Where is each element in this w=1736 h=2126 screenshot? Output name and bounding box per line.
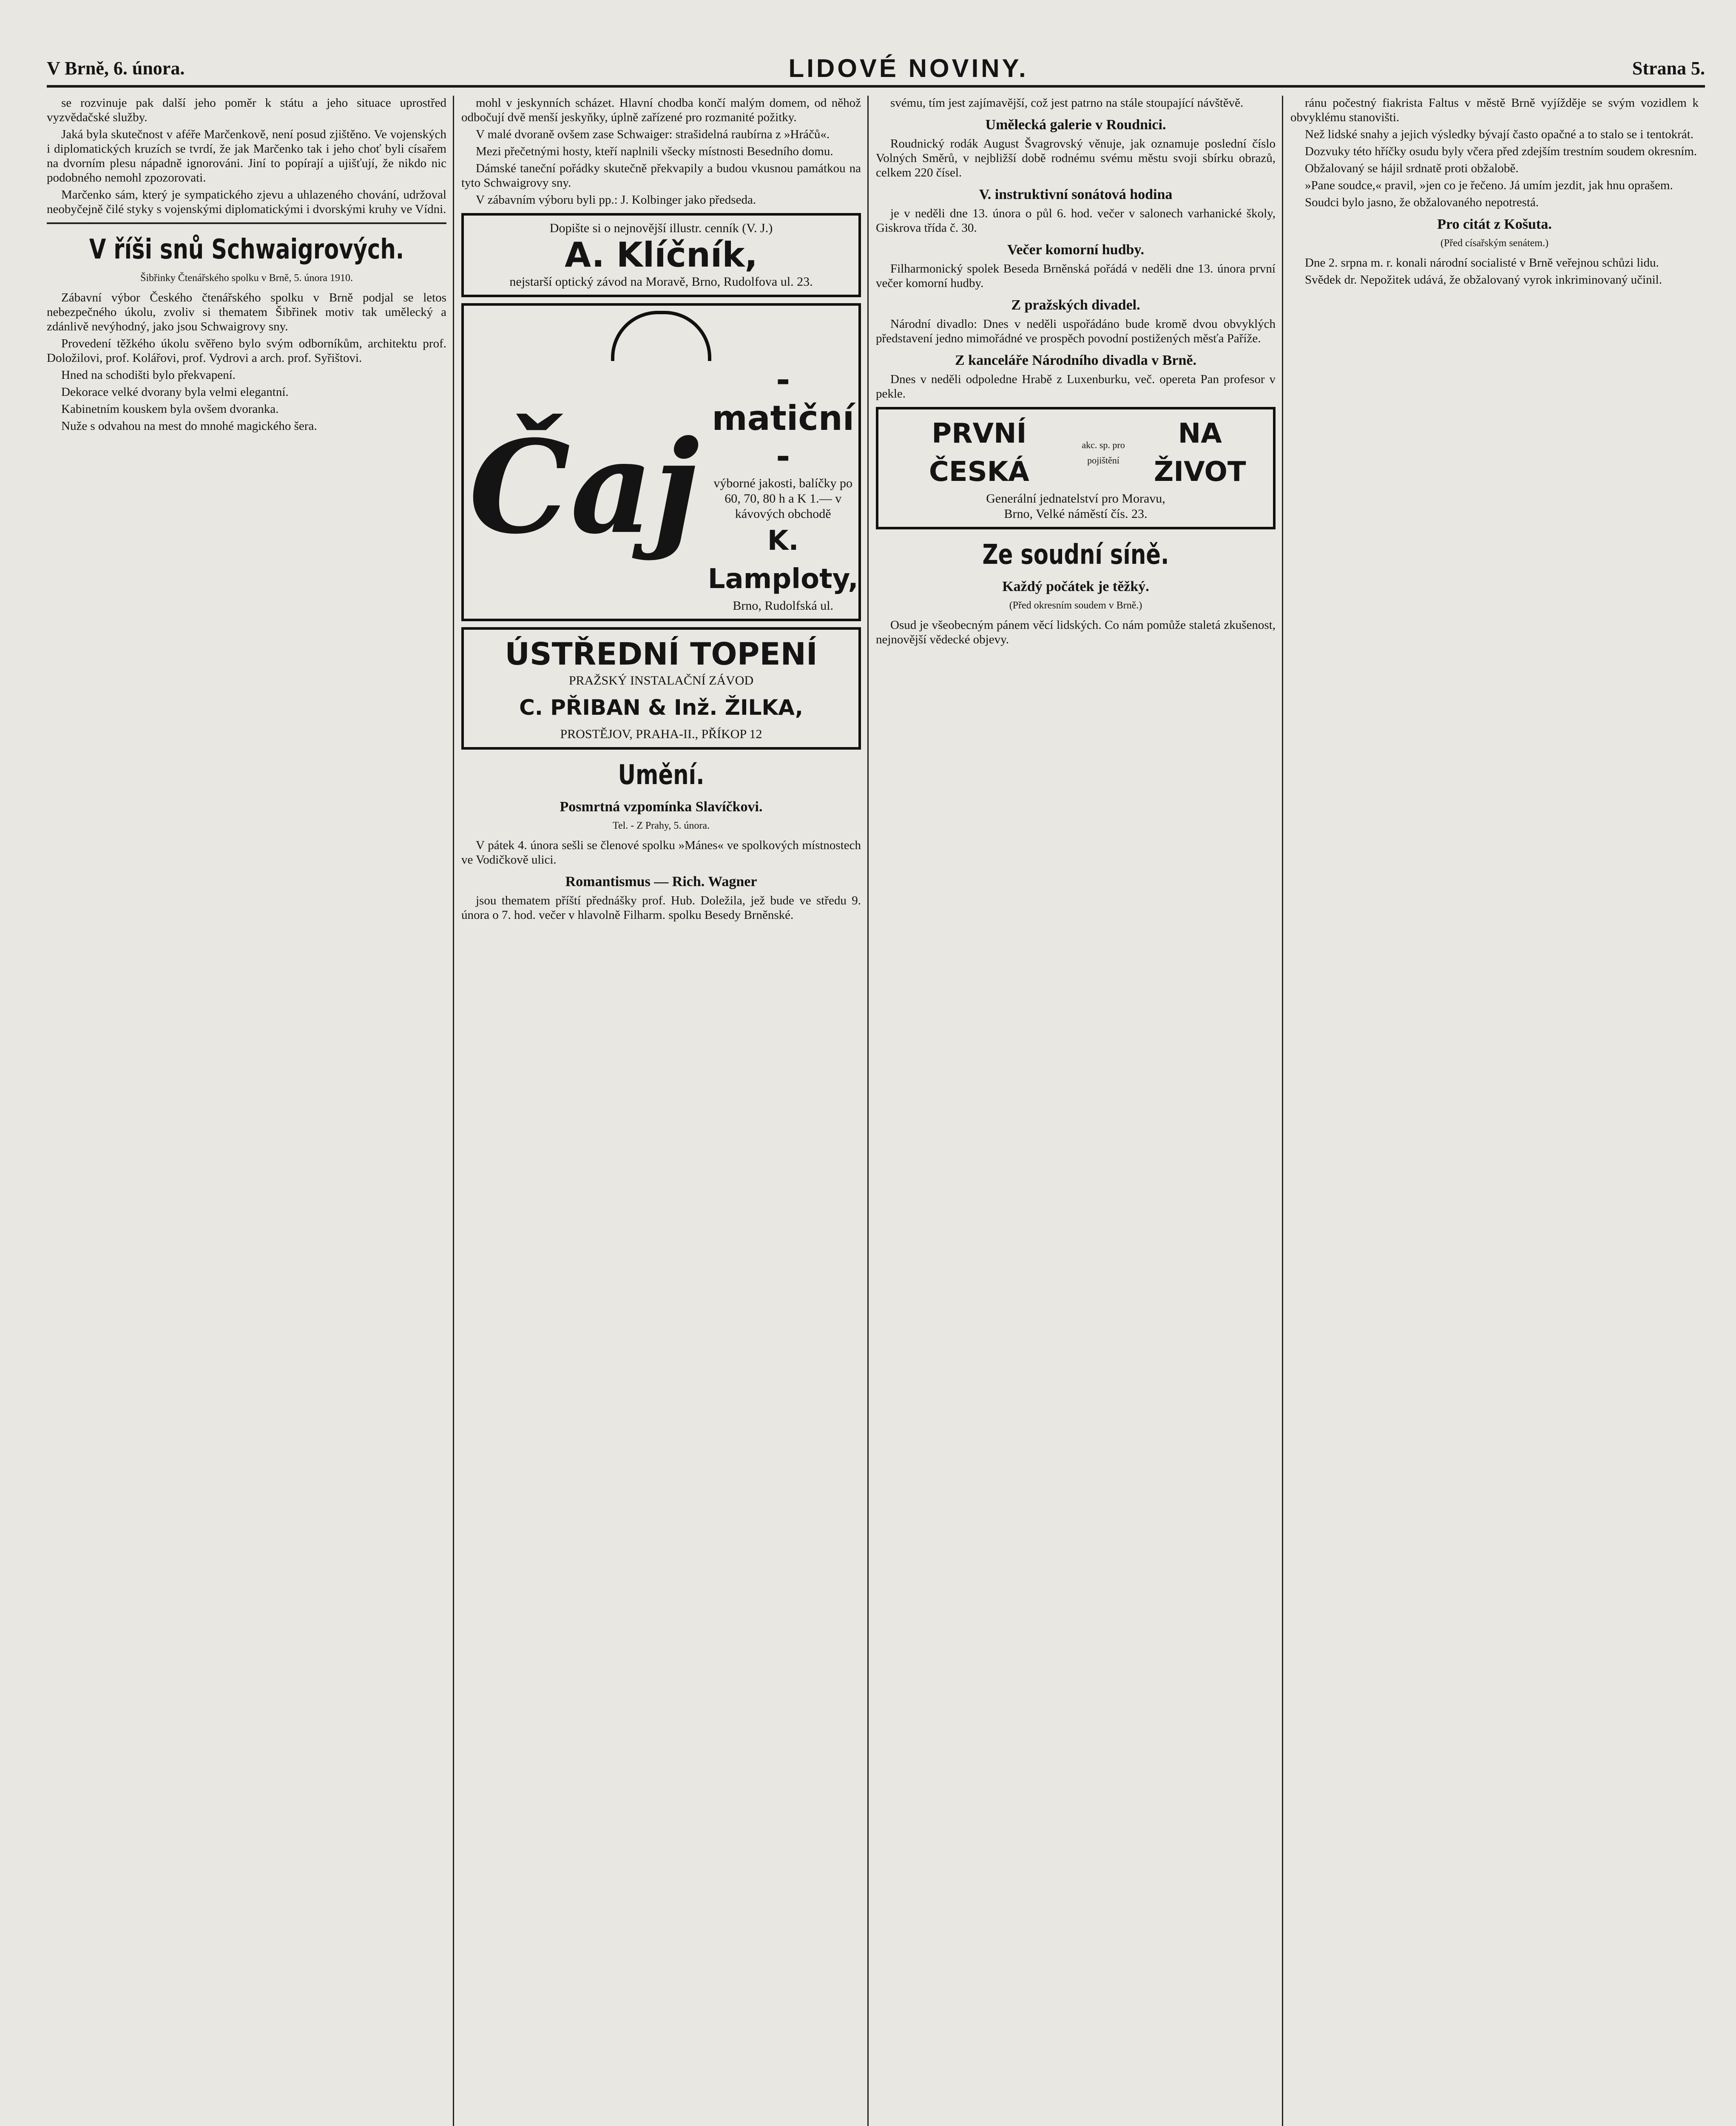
advertisement-tea bbox=[461, 303, 861, 621]
advertisement-heating bbox=[461, 627, 861, 750]
paragraph: Svědek dr. Nepožitek udává, že obžalovaný vyrok inkriminovaný učinil. bbox=[1305, 273, 1662, 287]
ad-tea-word: Čaj bbox=[469, 412, 699, 562]
page-number: Strana 5. bbox=[1632, 57, 1705, 79]
column-4 bbox=[1290, 96, 1699, 2126]
paragraph: Zábavní výbor Českého čtenářského spolku v Brně podjal se letos nebezpečného úkolu, zvoliv si thematem Šibřinek motiv tak umělecký a zdánlivě nevýhodný, jako jsou Schwaigrovy sny. bbox=[47, 291, 446, 333]
ad-tea-address: Brno, Rudolfská ul. bbox=[733, 599, 834, 613]
section-heading-umeni: Umění. bbox=[618, 759, 705, 791]
advertisement-insurance bbox=[876, 407, 1276, 529]
ad-heating-address: PROSTĚJOV, PRAHA-II., PŘÍKOP 12 bbox=[560, 727, 762, 741]
ad-company-name: A. Klíčník, bbox=[565, 235, 758, 275]
article-heading: Umělecká galerie v Roudnici. bbox=[985, 117, 1166, 133]
paragraph: jsou thematem příští přednášky prof. Hub. Doležila, jež bude ve středu 9. února o 7. hod. večer v hlavolně Filharm. spolku Besedy Brněnské. bbox=[461, 894, 861, 922]
newspaper-title: LIDOVÉ NOVINY. bbox=[788, 54, 1029, 82]
article-heading: Romantismus — Rich. Wagner bbox=[565, 874, 757, 890]
paragraph: V pátek 4. února sešli se členové spolku »Mánes« ve spolkových místnostech ve Vodičkově ulici. bbox=[461, 838, 861, 867]
article-heading: Z pražských divadel. bbox=[1011, 297, 1140, 313]
paragraph: Hned na schodišti bylo překvapení. bbox=[61, 368, 236, 382]
article-heading: Z kanceláře Národního divadla v Brně. bbox=[955, 352, 1196, 368]
article-heading: Každý počátek je těžký. bbox=[1002, 579, 1149, 594]
article-heading: Večer komorní hudby. bbox=[1007, 242, 1145, 258]
ad-insurance-left: PRVNÍ ČESKÁ bbox=[929, 418, 1029, 488]
ad-tea-lines: výborné jakosti, balíčky po 60, 70, 80 h a K 1.— v kávových obchodě bbox=[713, 476, 853, 521]
paragraph: V malé dvoraně ovšem zase Schwaiger: strašidelná raubírna z »Hráčů«. bbox=[476, 128, 830, 141]
paragraph: »Pane soudce,« pravil, »jen co je řečeno. Já umím jezdit, jak hnu oprašem. bbox=[1305, 179, 1673, 192]
paragraph: Dekorace velké dvorany byla velmi elegantní. bbox=[61, 385, 289, 399]
newspaper-page bbox=[34, 21, 1718, 2126]
article-dateline: Tel. - Z Prahy, 5. února. bbox=[612, 820, 710, 831]
page-header bbox=[47, 51, 1705, 88]
section-divider bbox=[47, 222, 446, 224]
paragraph: Obžalovaný se hájil srdnatě proti obžalobě. bbox=[1305, 162, 1519, 175]
paragraph: mohl v jeskynních scházet. Hlavní chodba končí malým domem, od něhož odbočují dvě menší jeskyňky, úplně zařízené pro rozmanité požitky. bbox=[461, 96, 861, 124]
ad-heating-headline: ÚSTŘEDNÍ TOPENÍ bbox=[505, 636, 818, 672]
paragraph: Národní divadlo: Dnes v neděli uspořádáno bude kromě dvou obvyklých představení jedno mimořádné ve prospěch povodní postižených měsťa Paříže. bbox=[876, 317, 1276, 345]
paragraph: Dozvuky této hříčky osudu byly včera před zdejším trestním soudem okresním. bbox=[1305, 145, 1697, 158]
tea-leaf-icon bbox=[611, 311, 711, 361]
ad-text: nejstarší optický závod na Moravě, Brno, Rudolfova ul. 23. bbox=[509, 275, 813, 289]
paragraph: Mezi přečetnými hosty, kteří naplnili všecky místnosti Besedního domu. bbox=[476, 145, 833, 158]
column-rule bbox=[1282, 96, 1283, 2126]
article-subheading: (Před okresním soudem v Brně.) bbox=[1009, 600, 1142, 611]
article-heading: V říši snů Schwaigrových. bbox=[89, 234, 404, 265]
ad-heating-name: C. PŘIBAN & Inž. ŽILKA, bbox=[519, 695, 803, 720]
paragraph: Filharmonický spolek Beseda Brněnská pořádá v neděli dne 13. února první večer komorní hudby. bbox=[876, 262, 1276, 290]
ad-insurance-mid: akc. sp. pro pojištění bbox=[1082, 440, 1125, 466]
paragraph: Marčenko sám, který je sympatického zjevu a uhlazeného chování, udržoval neobyčejně čilé styky s vojenskými diplomatickými i dvorskými kruhy ve Vídni. bbox=[47, 188, 446, 216]
article-heading: Pro citát z Košuta. bbox=[1437, 216, 1552, 232]
ad-insurance-line2: Brno, Velké náměstí čís. 23. bbox=[1004, 507, 1148, 521]
article-subheading: (Před císařským senátem.) bbox=[1441, 238, 1548, 249]
paragraph: Osud je všeobecným pánem věcí lidských. Co nám pomůže staletá zkušenost, nejnovější vědecké objevy. bbox=[876, 618, 1276, 646]
paragraph: Soudci bylo jasno, že obžalovaného nepotrestá. bbox=[1305, 196, 1539, 209]
ad-insurance-line1: Generální jednatelství pro Moravu, bbox=[986, 492, 1165, 506]
paragraph: Nuže s odvahou na mest do mnohé magického šera. bbox=[61, 419, 317, 433]
paragraph: svému, tím jest zajímavější, což jest patrno na stále stoupající návštěvě. bbox=[890, 96, 1244, 110]
paragraph: ránu počestný fiakrista Faltus v městě Brně vyjížděje se svým vozidlem k obvyklému stanovišti. bbox=[1290, 96, 1699, 124]
paragraph: se rozvinuje pak další jeho poměr k státu a jeho situace uprostřed vyzvědačské služby. bbox=[47, 96, 446, 124]
section-heading-soud: Ze soudní síně. bbox=[982, 539, 1169, 571]
column-rule bbox=[453, 96, 454, 2126]
column-rule bbox=[867, 96, 869, 2126]
ad-tea-headline: - matiční - bbox=[712, 360, 855, 476]
paragraph: Dnes v neděli odpoledne Hrabě z Luxenburku, več. opereta Pan profesor v pekle. bbox=[876, 372, 1276, 401]
ad-tea-name: K. Lamploty, bbox=[707, 525, 858, 595]
paragraph: V zábavním výboru byli pp.: J. Kolbinger jako předseda. bbox=[476, 193, 756, 207]
column-2 bbox=[461, 96, 861, 2126]
header-date: V Brně, 6. února. bbox=[47, 57, 185, 79]
paragraph: Roudnický rodák August Švagrovský věnuje, jak oznamuje poslední číslo Volných Směrů, v nejbližší době rodnému svému městu svoji sbírku obrazů, celkem 220 čísel. bbox=[876, 137, 1276, 179]
article-heading: Posmrtná vzpomínka Slavíčkovi. bbox=[560, 799, 763, 815]
ad-top-line: Dopište si o nejnovější illustr. cenník (V. J.) bbox=[549, 221, 773, 235]
paragraph: Dámské taneční pořádky skutečně překvapily a budou vkusnou památkou na tyto Schwaigrovy sny. bbox=[461, 162, 861, 190]
paragraph: Dne 2. srpna m. r. konali národní socialisté v Brně veřejnou schůzi lidu. bbox=[1305, 256, 1659, 270]
paragraph: Jaká byla skutečnost v aféře Marčenkově, není posud zjištěno. Ve vojenských i diplomatických kruzích se tvrdí, že jak Marčenko tak i jeho choť byli císařem na dvorním plesu nápadně ignorováni. Jiní to popírají a ujišťují, že nikdo nic podobného nemohl zpozorovati. bbox=[47, 128, 446, 185]
article-subheading: Šibřinky Čtenářského spolku v Brně, 5. února 1910. bbox=[140, 273, 353, 284]
ad-heating-line: PRAŽSKÝ INSTALAČNÍ ZÁVOD bbox=[568, 674, 754, 688]
ad-insurance-right: NA ŽIVOT bbox=[1154, 418, 1246, 488]
paragraph: je v neděli dne 13. února o půl 6. hod. večer v salonech varhanické školy, Giskrova třída č. 30. bbox=[876, 207, 1276, 235]
paragraph: Kabinetním kouskem byla ovšem dvoranka. bbox=[61, 402, 279, 416]
paragraph: Než lidské snahy a jejich výsledky bývají často opačné a to stalo se i tentokrát. bbox=[1305, 128, 1694, 141]
paragraph: Provedení těžkého úkolu svěřeno bylo svým odborníkům, architektu prof. Doložilovi, prof. Kolářovi, prof. Vydrovi a arch. prof. Syřištovi. bbox=[47, 337, 446, 365]
column-1 bbox=[47, 96, 446, 2126]
article-heading: V. instruktivní sonátová hodina bbox=[979, 187, 1173, 202]
advertisement-klicnik bbox=[461, 213, 861, 297]
column-3 bbox=[876, 96, 1276, 2126]
